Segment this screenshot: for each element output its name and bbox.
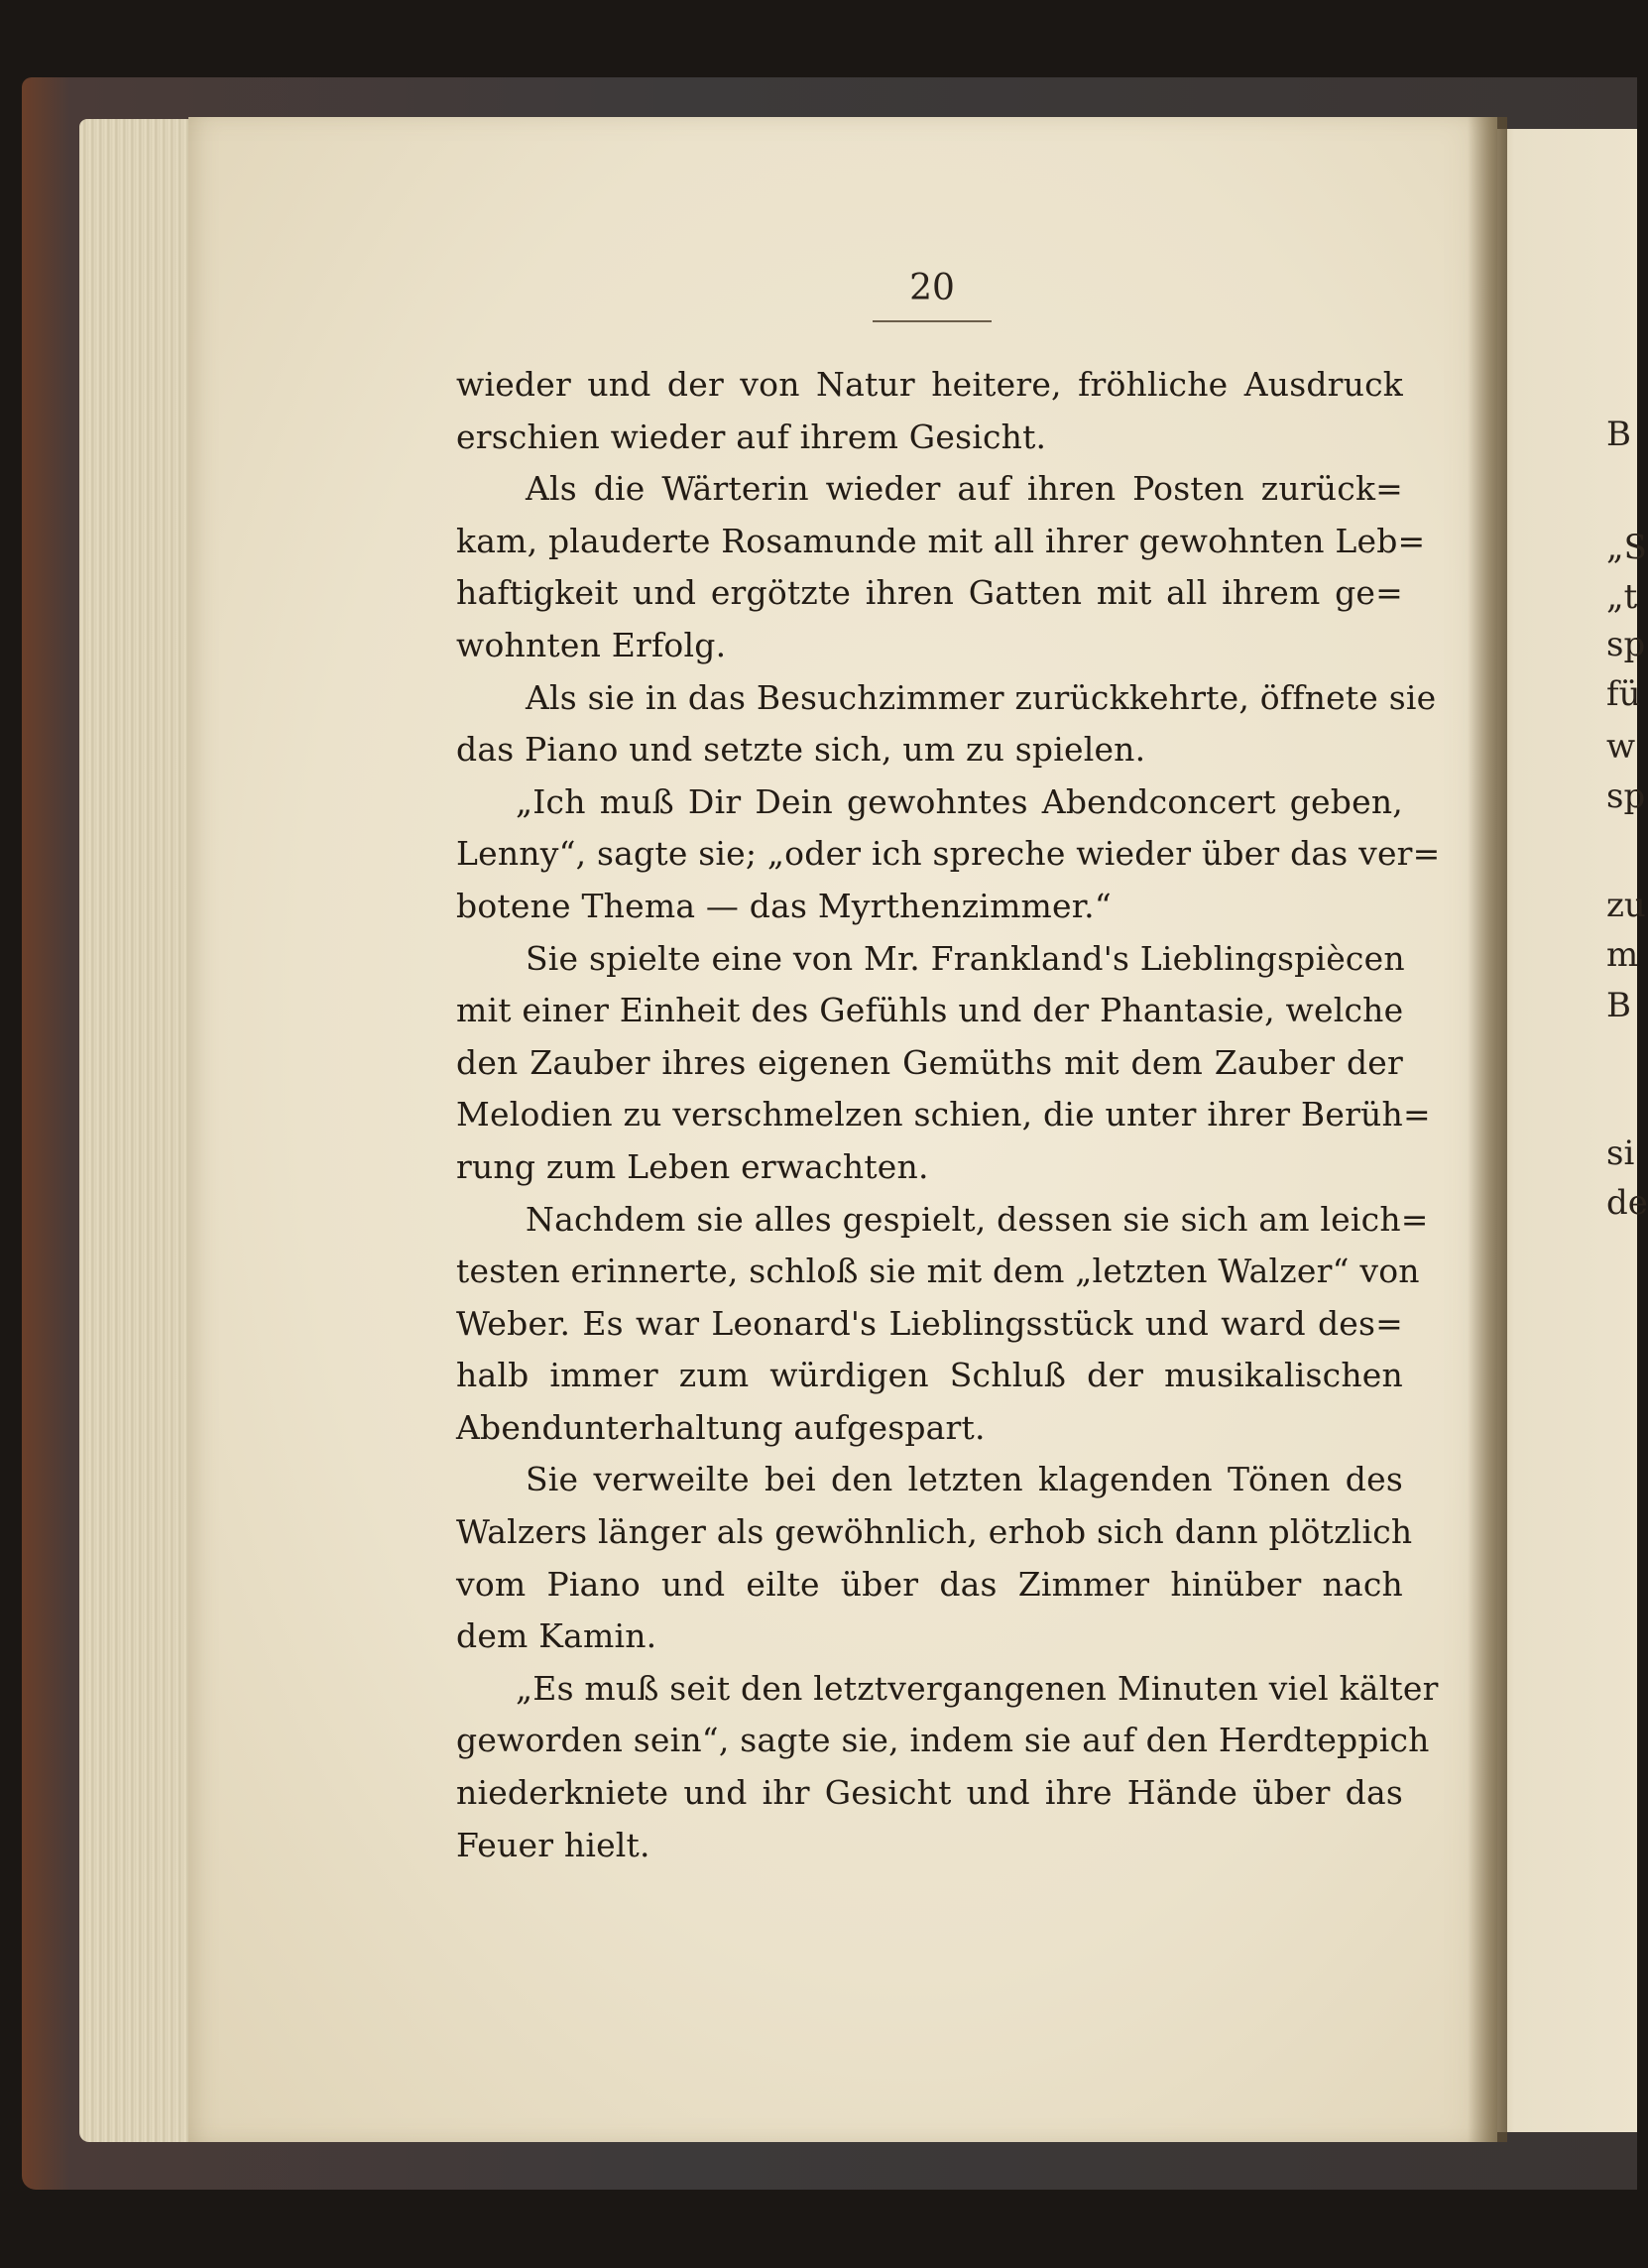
facing-page-fragment: m xyxy=(1606,935,1639,975)
facing-page-fragment: de xyxy=(1606,1183,1648,1223)
paragraph xyxy=(456,933,1431,1194)
text-line: rung zum Leben erwachten. xyxy=(456,1146,929,1186)
facing-page-fragment: „t xyxy=(1606,577,1638,617)
text-line: Abendunterhaltung aufgespart. xyxy=(456,1407,986,1447)
facing-page-fragment: B xyxy=(1606,986,1631,1025)
text-line: mit einer Einheit des Gefühls und der Phantasie, welche xyxy=(456,991,1404,1030)
text-line: halb immer zum würdigen Schluß der musikalischen xyxy=(456,1356,1403,1395)
text-line: dem Kamin. xyxy=(456,1616,657,1656)
text-line: „Ich muß Dir Dein gewohntes Abendconcert geben, xyxy=(516,781,1403,821)
text-line: kam, plauderte Rosamunde mit all ihrer gewohnten Leb= xyxy=(456,521,1426,560)
text-line: Walzers länger als gewöhnlich, erhob sich dann plötzlich xyxy=(456,1512,1413,1552)
text-line: Lenny“, sagte sie; „oder ich spreche wieder über das ver= xyxy=(456,834,1441,874)
page-edges xyxy=(79,119,198,2142)
page-gutter xyxy=(1468,117,1507,2142)
body-text xyxy=(456,359,1441,1871)
text-line: erschien wieder auf ihrem Gesicht. xyxy=(456,417,1047,456)
page-number-rule xyxy=(873,320,992,322)
text-line: „Es muß seit den letztvergangenen Minuten viel kälter xyxy=(516,1668,1439,1708)
text-line: Sie verweilte bei den letzten klagenden Tönen des xyxy=(526,1460,1403,1499)
paragraph xyxy=(456,1663,1439,1871)
facing-page-fragment: si xyxy=(1606,1134,1635,1173)
text-line: Melodien zu verschmelzen schien, die unter ihrer Berüh= xyxy=(456,1095,1431,1134)
text-line: testen erinnerte, schloß sie mit dem „letzten Walzer“ von xyxy=(456,1252,1420,1291)
paragraph xyxy=(456,1194,1429,1455)
paragraph xyxy=(456,463,1426,671)
facing-page-fragment: w xyxy=(1606,727,1636,767)
text-line: Weber. Es war Leonard's Lieblingsstück und ward des= xyxy=(456,1303,1403,1343)
text-line: niederkniete und ihr Gesicht und ihre Hände über das xyxy=(456,1773,1403,1813)
text-line: das Piano und setzte sich, um zu spielen. xyxy=(456,730,1146,770)
page-number: 20 xyxy=(909,268,955,308)
facing-page-fragment: zu xyxy=(1606,886,1646,925)
text-line: Nachdem sie alles gespielt, dessen sie sich am leich= xyxy=(526,1199,1429,1239)
text-line: vom Piano und eilte über das Zimmer hinüber nach xyxy=(456,1564,1403,1604)
text-line: den Zauber ihres eigenen Gemüths mit dem Zauber der xyxy=(456,1042,1403,1082)
facing-page-fragment: „S xyxy=(1606,528,1647,567)
facing-page-fragment: fü xyxy=(1606,674,1641,714)
text-line: botene Thema — das Myrthenzimmer.“ xyxy=(456,886,1112,925)
facing-page-fragment: B xyxy=(1606,415,1631,454)
paragraph xyxy=(456,359,1403,463)
text-line: wohnten Erfolg. xyxy=(456,625,727,664)
text-line: Als sie in das Besuchzimmer zurückkehrte, öffnete sie xyxy=(526,677,1437,717)
text-line: Als die Wärterin wieder auf ihren Posten zurück= xyxy=(526,469,1403,509)
paragraph xyxy=(456,1454,1413,1662)
facing-page-fragment: sp xyxy=(1606,776,1646,816)
text-line: Feuer hielt. xyxy=(456,1825,650,1864)
paragraph xyxy=(456,776,1441,933)
text-line: geworden sein“, sagte sie, indem sie auf den Herdteppich xyxy=(456,1721,1430,1760)
facing-page-fragment: sp xyxy=(1606,625,1646,664)
text-line: haftigkeit und ergötzte ihren Gatten mit all ihrem ge= xyxy=(456,573,1403,613)
paragraph xyxy=(456,672,1437,776)
text-line: Sie spielte eine von Mr. Frankland's Lieblingspiècen xyxy=(526,938,1405,978)
text-line: wieder und der von Natur heitere, fröhliche Ausdruck xyxy=(456,365,1403,404)
